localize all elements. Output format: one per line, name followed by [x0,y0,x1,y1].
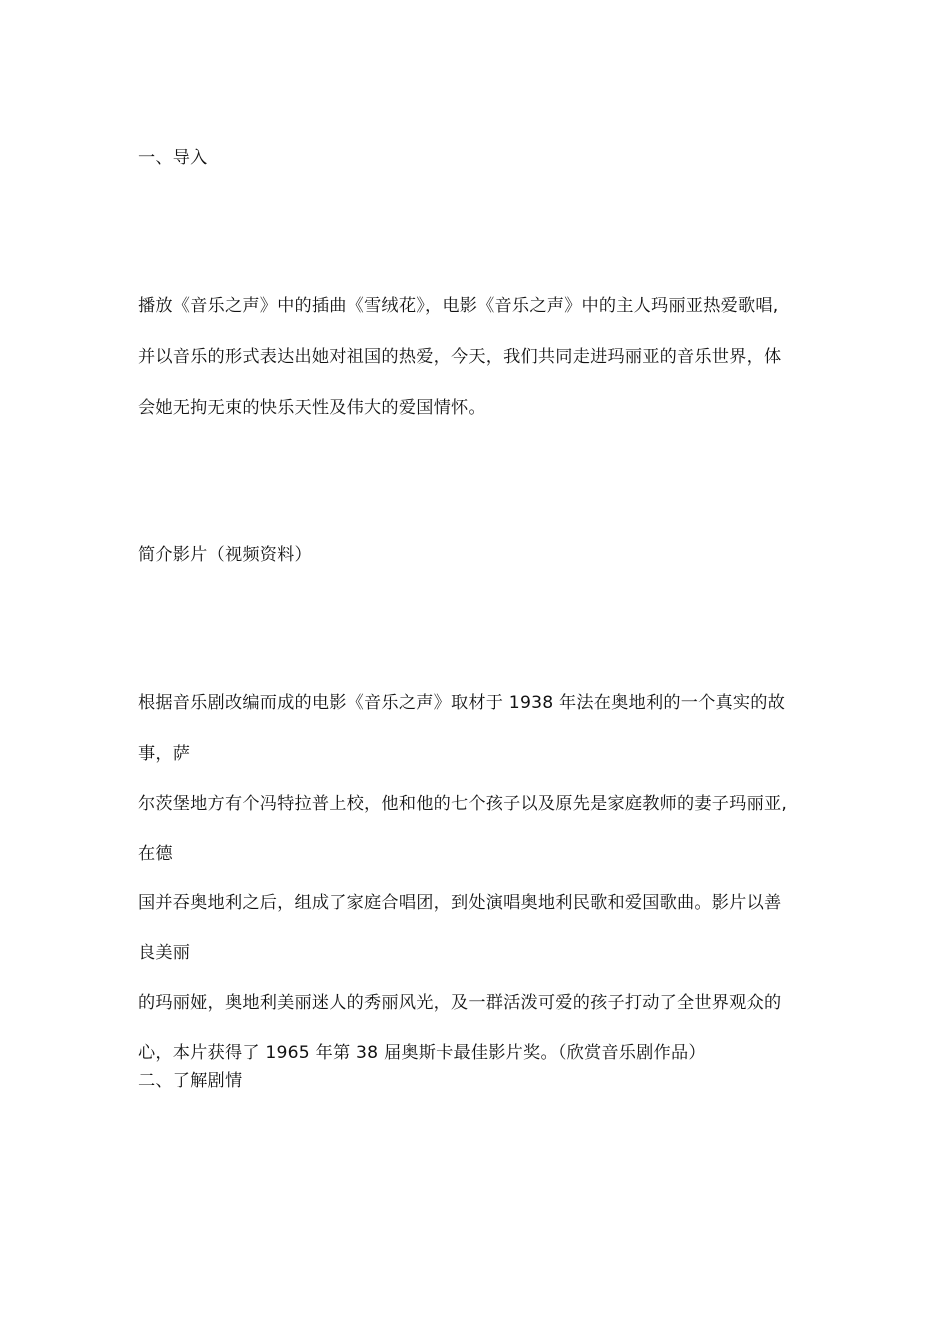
intro-paragraph-line-2: 并以音乐的形式表达出她对祖国的热爱，今天，我们共同走进玛丽亚的音乐世界，体 [138,347,782,367]
story-paragraph-line-3: 尔茨堡地方有个冯特拉普上校，他和他的七个孩子以及原先是家庭教师的妻子玛丽亚, [138,794,788,814]
story-paragraph-line-2: 事，萨 [138,744,191,764]
section-heading-intro: 一、导入 [138,148,208,168]
story-paragraph-line-4: 在德 [138,844,173,864]
story-paragraph-line-5: 国并吞奥地利之后，组成了家庭合唱团，到处演唱奥地利民歌和爱国歌曲。影片以善 [138,893,782,913]
section-heading-plot: 二、了解剧情 [138,1071,243,1091]
intro-paragraph-line-3: 会她无拘无束的快乐天性及伟大的爱国情怀。 [138,398,486,418]
intro-paragraph-line-1: 播放《音乐之声》中的插曲《雪绒花》，电影《音乐之声》中的主人玛丽亚热爱歌唱, [138,296,779,316]
story-paragraph-line-1: 根据音乐剧改编而成的电影《音乐之声》取材于 1938 年法在奥地利的一个真实的故 [138,693,786,713]
video-intro-heading: 简介影片（视频资料） [138,545,312,565]
story-paragraph-line-8: 心，本片获得了 1965 年第 38 届奥斯卡最佳影片奖。（欣赏音乐剧作品） [138,1043,706,1063]
story-paragraph-line-7: 的玛丽娅，奥地利美丽迷人的秀丽风光，及一群活泼可爱的孩子打动了全世界观众的 [138,993,782,1013]
story-paragraph-line-6: 良美丽 [138,943,191,963]
